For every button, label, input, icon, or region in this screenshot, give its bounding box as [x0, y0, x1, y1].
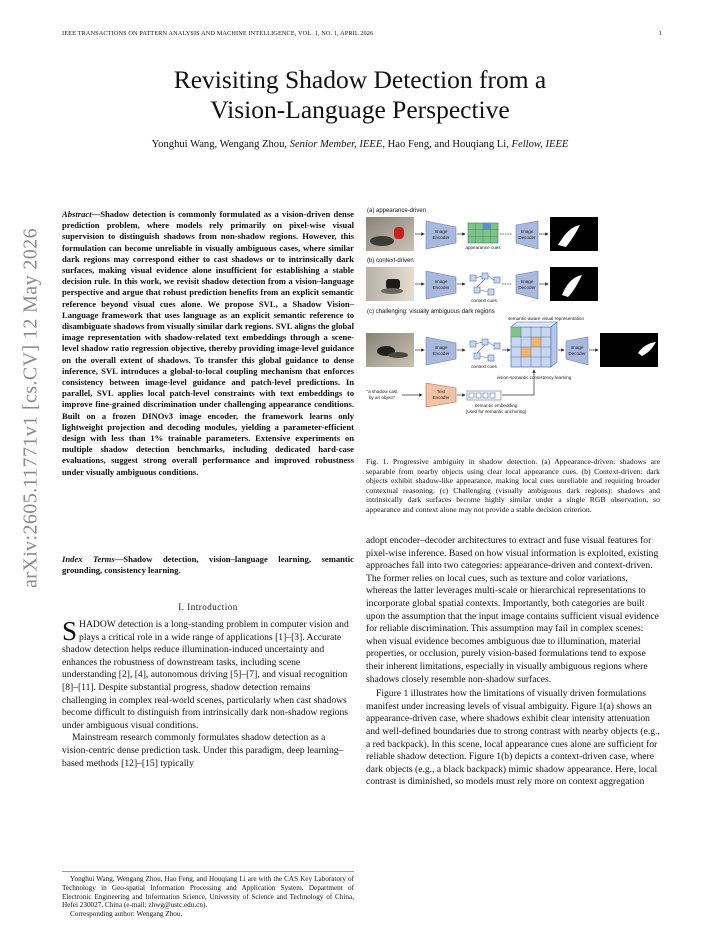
intro-p1-text: HADOW detection is a long-standing problem in computer vision and plays a critical role in a wide range of applications [1]–[3]. Accurate shadow detection helps reduce illumination-induced uncertainty and enhances the robustness of downstream tasks, including scene understanding [2], [4], autonomous driving [5]–[7], and visual recognition [8]–[11]. Despite substantial progress, shadow detection remains challenging in complex real-world scenes, particularly when cast shadows become difficult to distinguish from intrinsically dark non-shadow regions under ambiguous visual conditions.	[62, 619, 349, 731]
right-column-text	[366, 535, 660, 789]
photo-a	[366, 217, 414, 251]
enc-c-l1: Image	[434, 345, 448, 350]
prompt-line-2: by an object”	[368, 395, 396, 400]
paper-title	[60, 65, 660, 125]
figure-caption: Fig. 1. Progressive ambiguity in shadow detection. (a) Appearance-driven: shadows are separable from nearby objects using clear local appearance cues. (b) Context-driven: dark objects exhibit shadow-like appearance, making local cues unreliable and requiring broader contextual reasoning. (c) Challenging (visually ambiguous dark regions): shadows and intrinsically dark surfaces become highly similar under a single RGB observation, so appearance and context alone may not provide a stable decision criterion.	[366, 457, 660, 514]
enc-b-l1: Image	[434, 279, 448, 284]
dec-a-l2: Decoder	[518, 235, 536, 240]
fig-label-b: (b) context-driven	[367, 258, 414, 264]
semantic-embedding	[467, 391, 501, 400]
arxiv-sidebar	[11, 178, 51, 638]
index-terms-lead: Index Terms	[62, 554, 115, 564]
right-paragraph-1: adopt encoder–decoder architectures to extract and fuse visual features for pixel-wise inference. Based on how visual information is exploited, existing approaches fall into two categories: appearance-driven and context-driven. The former relies on local cues, such as texture and color variations, whereas the latter leverages multi-scale or hierarchical representations to incorporate global spatial contexts. Importantly, both categories are built upon the assumption that the input image contains sufficient visual evidence for reliable discrimination. This assumption may fail in complex scenes: when visual evidence becomes ambiguous due to illumination, material properties, or occlusion, purely vision-based formulations tend to expose their inherent limitations, especially in visually ambiguous regions where shadows closely resemble non-shadow surfaces.	[366, 535, 659, 685]
right-paragraph-2: Figure 1 illustrates how the limitations of visually driven formulations manifest under increasing levels of visual ambiguity. Figure 1(a) shows an appearance-driven case, where shadows exhibit clear intensity attenuation and well-defined boundaries due to strong contrast with nearby objects (e.g., a red backpack). In this scene, local appearance cues alone are sufficient for reliable shadow detection. Figure 1(b) depicts a context-driven case, where dark objects (e.g., a black backpack) mimic shadow appearance. Here, local contrast is diminished, so models must rely more on context aggregation	[366, 688, 660, 788]
author-list	[60, 139, 660, 150]
footnote-affiliation: Yonghui Wang, Wengang Zhou, Hao Feng, and Houqiang Li are with the CAS Key Laboratory of Technology in Geo-spatial Information Processing and Application System, Department of Electronic Engineering and Information Science, University of Science and Technology of China, Hefei 230027, China (e-mail: zhwg@ustc.edu.cn).	[62, 875, 354, 910]
intro-paragraph-1	[62, 616, 354, 732]
red-backpack	[394, 227, 404, 239]
title-line-2: Vision-Language Perspective	[210, 95, 510, 124]
authors-part-2: , Hao Feng, and Houqiang Li,	[382, 139, 512, 150]
introduction-text	[62, 616, 354, 770]
section-heading: I. Introduction	[178, 602, 238, 612]
page-number: 1	[658, 30, 662, 37]
intro-paragraph-2: Mainstream research commonly formulates shadow detection as a vision-centric dense prediction task. Under this paradigm, deep learning–based methods [12]–[15] typically	[62, 732, 344, 769]
context-cues-label-b: context cues	[471, 298, 497, 303]
photo-a-shadow	[370, 236, 394, 246]
dec-b-l1: Image	[520, 279, 534, 284]
dec-a-l1: Image	[520, 229, 534, 234]
index-terms-text: —Shadow detection, vision–language learning, semantic grounding, consistency learning.	[62, 554, 354, 576]
appearance-cues-label: appearance cues	[465, 245, 501, 250]
abstract-text: —Shadow detection is commonly formulated as a vision-driven dense prediction problem, where models rely primarily on pixel-wise visual supervision to distinguish shadows from non-shadow regions. However, this formulation can become unreliable in visually ambiguous cases, where similar dark regions may correspond either to cast shadows or to intrinsically dark surfaces, making visual evidence alone insufficient for establishing a stable decision rule. In this work, we revisit shadow detection from a vision–language perspective and argue that robust prediction benefits from an explicit semantic reference beyond visual cues alone. We propose SVL, a Shadow Vision–Language framework that uses language as an explicit semantic reference to disambiguate shadows from visually similar dark regions. SVL aligns the global image representation with shadow-related text embeddings through a scene-level shadow ratio regression objective, thereby providing image-level guidance on the overall extent of shadows. To transfer this global guidance to dense inference, SVL introduces a global-to-local coupling mechanism that enforces consistency between image-level guidance and patch-level predictions. In parallel, SVL applies local patch-level constraints with text embeddings to improve fine-grained discrimination under challenging appearance conditions. Built on a frozen DINOv3 image encoder, the framework learns only lightweight projection and decoding modules, yielding a parameter-efficient design with less than 1% trainable parameters. Extensive experiments on multiple shadow detection benchmarks, including dedicated hard-case evaluations, suggest strong overall performance and improved robustness under visually ambiguous conditions.	[62, 209, 354, 477]
title-line-1: Revisiting Shadow Detection from a	[173, 65, 547, 94]
authors-part-1: Yonghui Wang, Wengang Zhou,	[151, 139, 290, 150]
row-a	[366, 217, 598, 251]
context-cues-label-c: context cues	[471, 364, 497, 369]
prompt-line-1: “a shadow cast	[366, 389, 398, 394]
enc-a-l2: Encoder	[432, 235, 450, 240]
enc-a-l1: Image	[434, 229, 448, 234]
index-terms	[62, 554, 354, 576]
abstract-lead: Abstract	[62, 209, 92, 219]
journal-header: IEEE TRANSACTIONS ON PATTERN ANALYSIS AND MACHINE INTELLIGENCE, VOL. 1, NO. 1, APRIL 2026	[62, 30, 374, 37]
dec-c-l2: Decoder	[568, 351, 586, 356]
author-role-1: Senior Member, IEEE	[289, 139, 383, 150]
black-backpack	[386, 279, 400, 289]
embedding-label-2: (used for semantic anchoring)	[465, 409, 527, 414]
context-graph-c	[470, 339, 500, 361]
fig-label-c: (c) challenging: visually ambiguous dark regions	[367, 309, 495, 315]
footnote-corresponding: Corresponding author: Wengang Zhou.	[70, 910, 183, 919]
appearance-grid	[468, 223, 498, 243]
row-c	[366, 316, 658, 414]
enc-c-l2: Encoder	[432, 351, 450, 356]
embedding-label-1: semantic embedding	[474, 403, 518, 408]
arxiv-identifier: arXiv:2605.11771v1 [cs.CV] 12 May 2026	[19, 228, 42, 588]
fig-label-a: (a) appearance-driven	[367, 208, 427, 214]
semantic-repr-label: semantic-aware visual representation	[507, 316, 585, 321]
dec-c-l1: Image	[570, 345, 584, 350]
drop-cap: S	[62, 616, 78, 646]
dec-b-l2: Decoder	[518, 285, 536, 290]
author-role-2: Fellow, IEEE	[511, 139, 569, 150]
row-b	[366, 267, 598, 303]
affiliation-footnote	[62, 871, 354, 919]
semantic-cube	[511, 322, 557, 367]
text-enc-l2: Encoder	[432, 395, 450, 400]
enc-b-l2: Encoder	[432, 285, 450, 290]
abstract	[62, 209, 354, 478]
running-header	[62, 30, 662, 37]
figure-1	[366, 205, 660, 450]
consistency-label: vision-semantic consistency learning	[496, 375, 572, 380]
context-graph	[470, 273, 500, 295]
text-enc-l1: Text	[436, 389, 446, 394]
